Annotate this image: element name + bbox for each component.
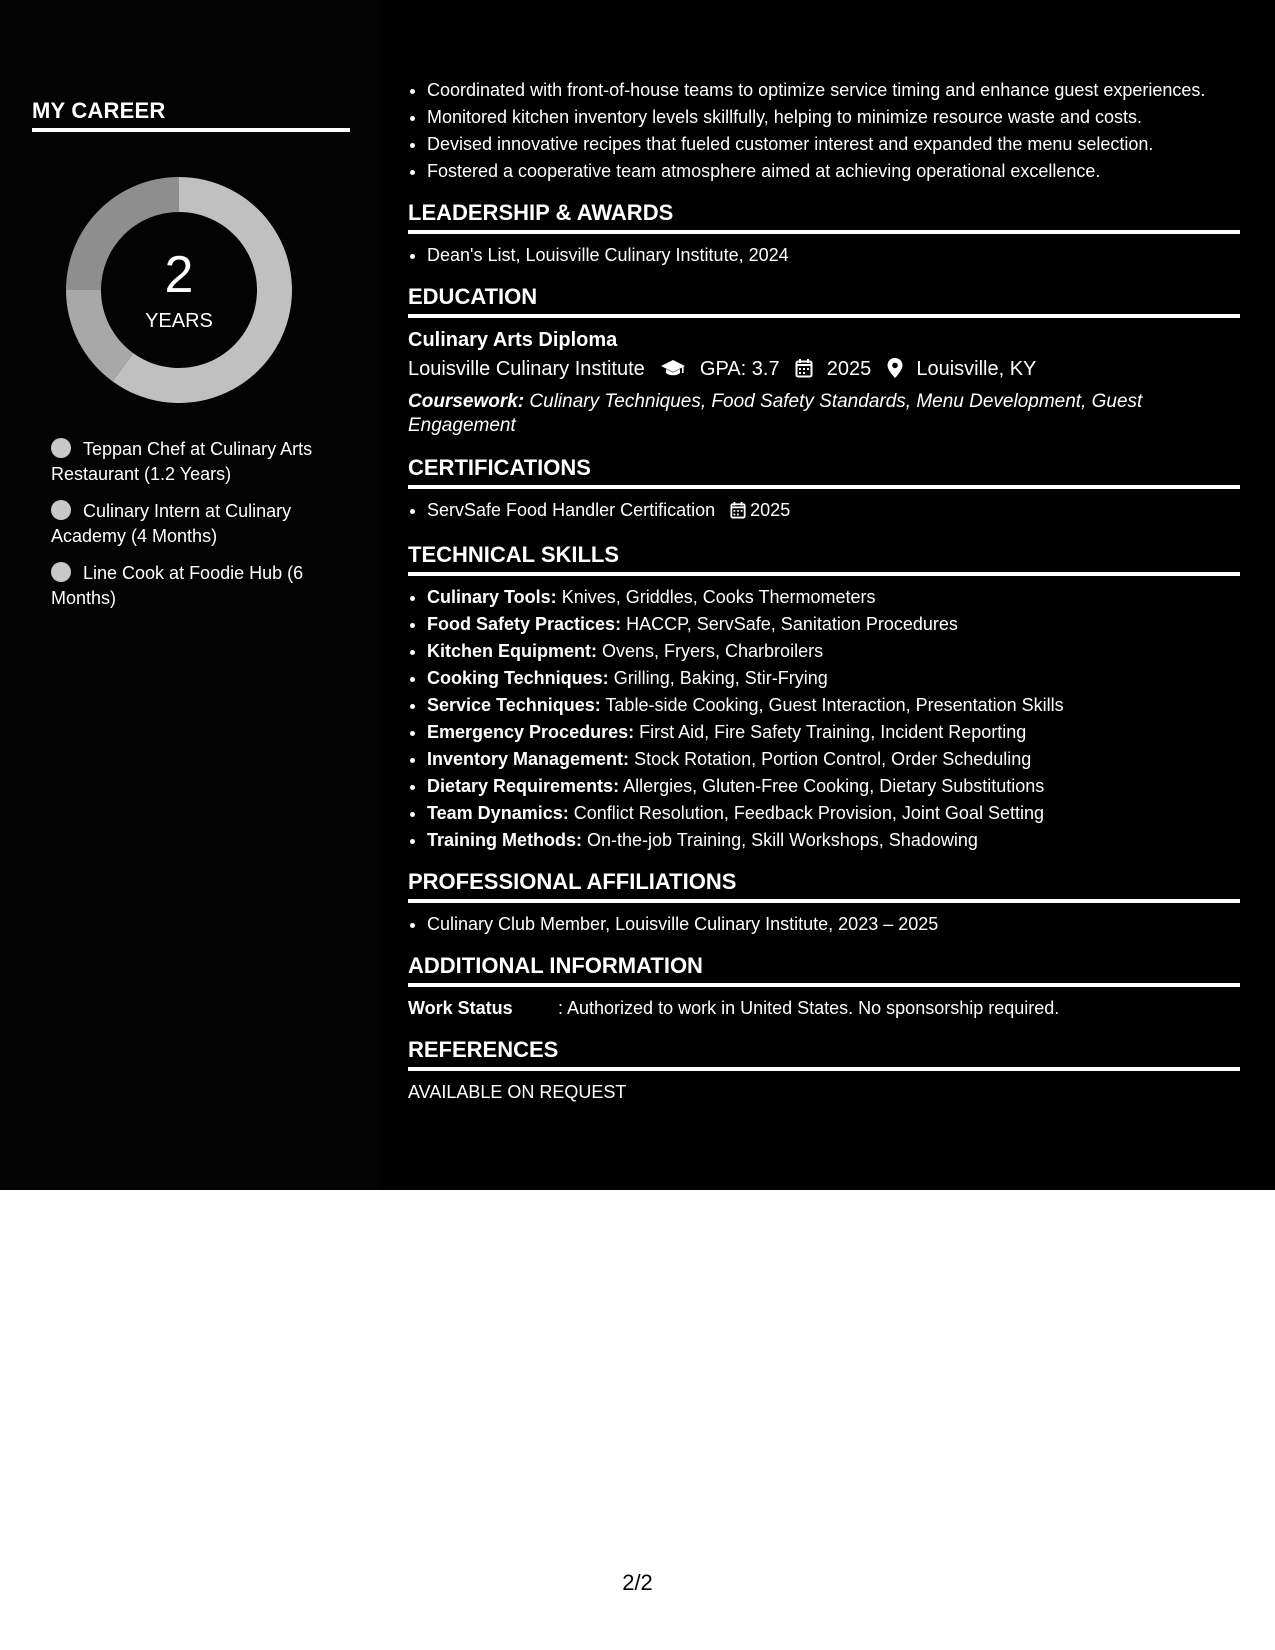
career-item: Line Cook at Foodie Hub (6 Months)	[51, 563, 304, 608]
education-heading: EDUCATION	[408, 284, 1240, 318]
affiliation-item: • Culinary Club Member, Louisville Culinary Institute, 2023 – 2025	[427, 912, 1240, 936]
references-text: AVAILABLE ON REQUEST	[408, 1082, 627, 1102]
certifications-heading: CERTIFICATIONS	[408, 455, 1240, 489]
years-label: YEARS	[145, 310, 213, 332]
career-item: Teppan Chef at Culinary Arts Restaurant (1.2 Years)	[51, 439, 313, 484]
additional-info-heading: ADDITIONAL INFORMATION	[408, 953, 1240, 987]
skill-item: • Kitchen Equipment: Ovens, Fryers, Charbroilers	[427, 639, 1240, 663]
career-list	[51, 437, 341, 623]
experience-bullet: • Coordinated with front-of-house teams to optimize service timing and enhance guest experiences.	[427, 78, 1240, 102]
skill-item: • Team Dynamics: Conflict Resolution, Feedback Provision, Joint Goal Setting	[427, 801, 1240, 825]
affiliations-section	[408, 869, 1240, 936]
page-number: 2/2	[622, 1570, 653, 1595]
certification-year: 2025	[750, 500, 791, 520]
experience-bullet: • Monitored kitchen inventory levels skillfully, helping to minimize resource waste and costs.	[427, 105, 1240, 129]
leadership-heading: LEADERSHIP & AWARDS	[408, 200, 1240, 234]
skill-item: • Cooking Techniques: Grilling, Baking, Stir-Frying	[427, 666, 1240, 690]
graduation-cap-icon	[660, 358, 686, 386]
award-item: • Dean's List, Louisville Culinary Institute, 2024	[427, 243, 1240, 267]
career-item: Culinary Intern at Culinary Academy (4 Months)	[51, 501, 292, 546]
coursework	[408, 390, 1240, 438]
career-heading: MY CAREER	[32, 98, 350, 132]
skills-section	[408, 542, 1240, 852]
bullet-dot-icon	[51, 500, 71, 520]
additional-info-section	[408, 953, 1240, 1020]
work-status-row	[408, 996, 1240, 1020]
degree-title: Culinary Arts Diploma	[408, 329, 618, 351]
experience-bullets	[408, 78, 1240, 183]
coursework-list: Culinary Techniques, Food Safety Standards, Menu Development, Guest Engagement	[408, 391, 1143, 436]
work-status-label: Work Status	[408, 998, 513, 1018]
calendar-icon	[730, 501, 746, 525]
certifications-section	[408, 455, 1240, 525]
years-number: 2	[164, 246, 194, 304]
career-donut-chart	[66, 177, 292, 403]
experience-bullet: • Devised innovative recipes that fueled customer interest and expanded the menu selection.	[427, 132, 1240, 156]
school-name: Louisville Culinary Institute	[408, 358, 645, 380]
education-meta	[408, 355, 1240, 386]
skill-item: • Culinary Tools: Knives, Griddles, Cooks Thermometers	[427, 585, 1240, 609]
experience-bullet: • Fostered a cooperative team atmosphere aimed at achieving operational excellence.	[427, 159, 1240, 183]
references-heading: REFERENCES	[408, 1037, 1240, 1071]
affiliations-heading: PROFESSIONAL AFFILIATIONS	[408, 869, 1240, 903]
certification-item	[427, 498, 1240, 525]
bullet-dot-icon	[51, 562, 71, 582]
work-status-value: : Authorized to work in United States. No sponsorship required.	[558, 998, 1060, 1018]
skills-heading: TECHNICAL SKILLS	[408, 542, 1240, 576]
references-section	[408, 1037, 1240, 1104]
sidebar	[0, 0, 380, 1190]
main-content	[408, 78, 1240, 1104]
skill-item: • Food Safety Practices: HACCP, ServSafe, Sanitation Procedures	[427, 612, 1240, 636]
skills-list	[408, 585, 1240, 852]
certification-name: ServSafe Food Handler Certification	[427, 500, 716, 520]
skill-item: • Inventory Management: Stock Rotation, Portion Control, Order Scheduling	[427, 747, 1240, 771]
coursework-label: Coursework:	[408, 391, 525, 412]
leadership-section	[408, 200, 1240, 267]
graduation-year: 2025	[826, 358, 872, 380]
skill-item: • Service Techniques: Table-side Cooking, Guest Interaction, Presentation Skills	[427, 693, 1240, 717]
skill-item: • Dietary Requirements: Allergies, Gluten-Free Cooking, Dietary Substitutions	[427, 774, 1240, 798]
location-pin-icon	[887, 358, 903, 386]
skill-item: • Emergency Procedures: First Aid, Fire Safety Training, Incident Reporting	[427, 720, 1240, 744]
education-section	[408, 284, 1240, 438]
calendar-icon	[795, 358, 813, 386]
school-location: Louisville, KY	[916, 358, 1037, 380]
gpa: GPA: 3.7	[699, 358, 780, 380]
skill-item: • Training Methods: On-the-job Training, Skill Workshops, Shadowing	[427, 828, 1240, 852]
bullet-dot-icon	[51, 438, 71, 458]
